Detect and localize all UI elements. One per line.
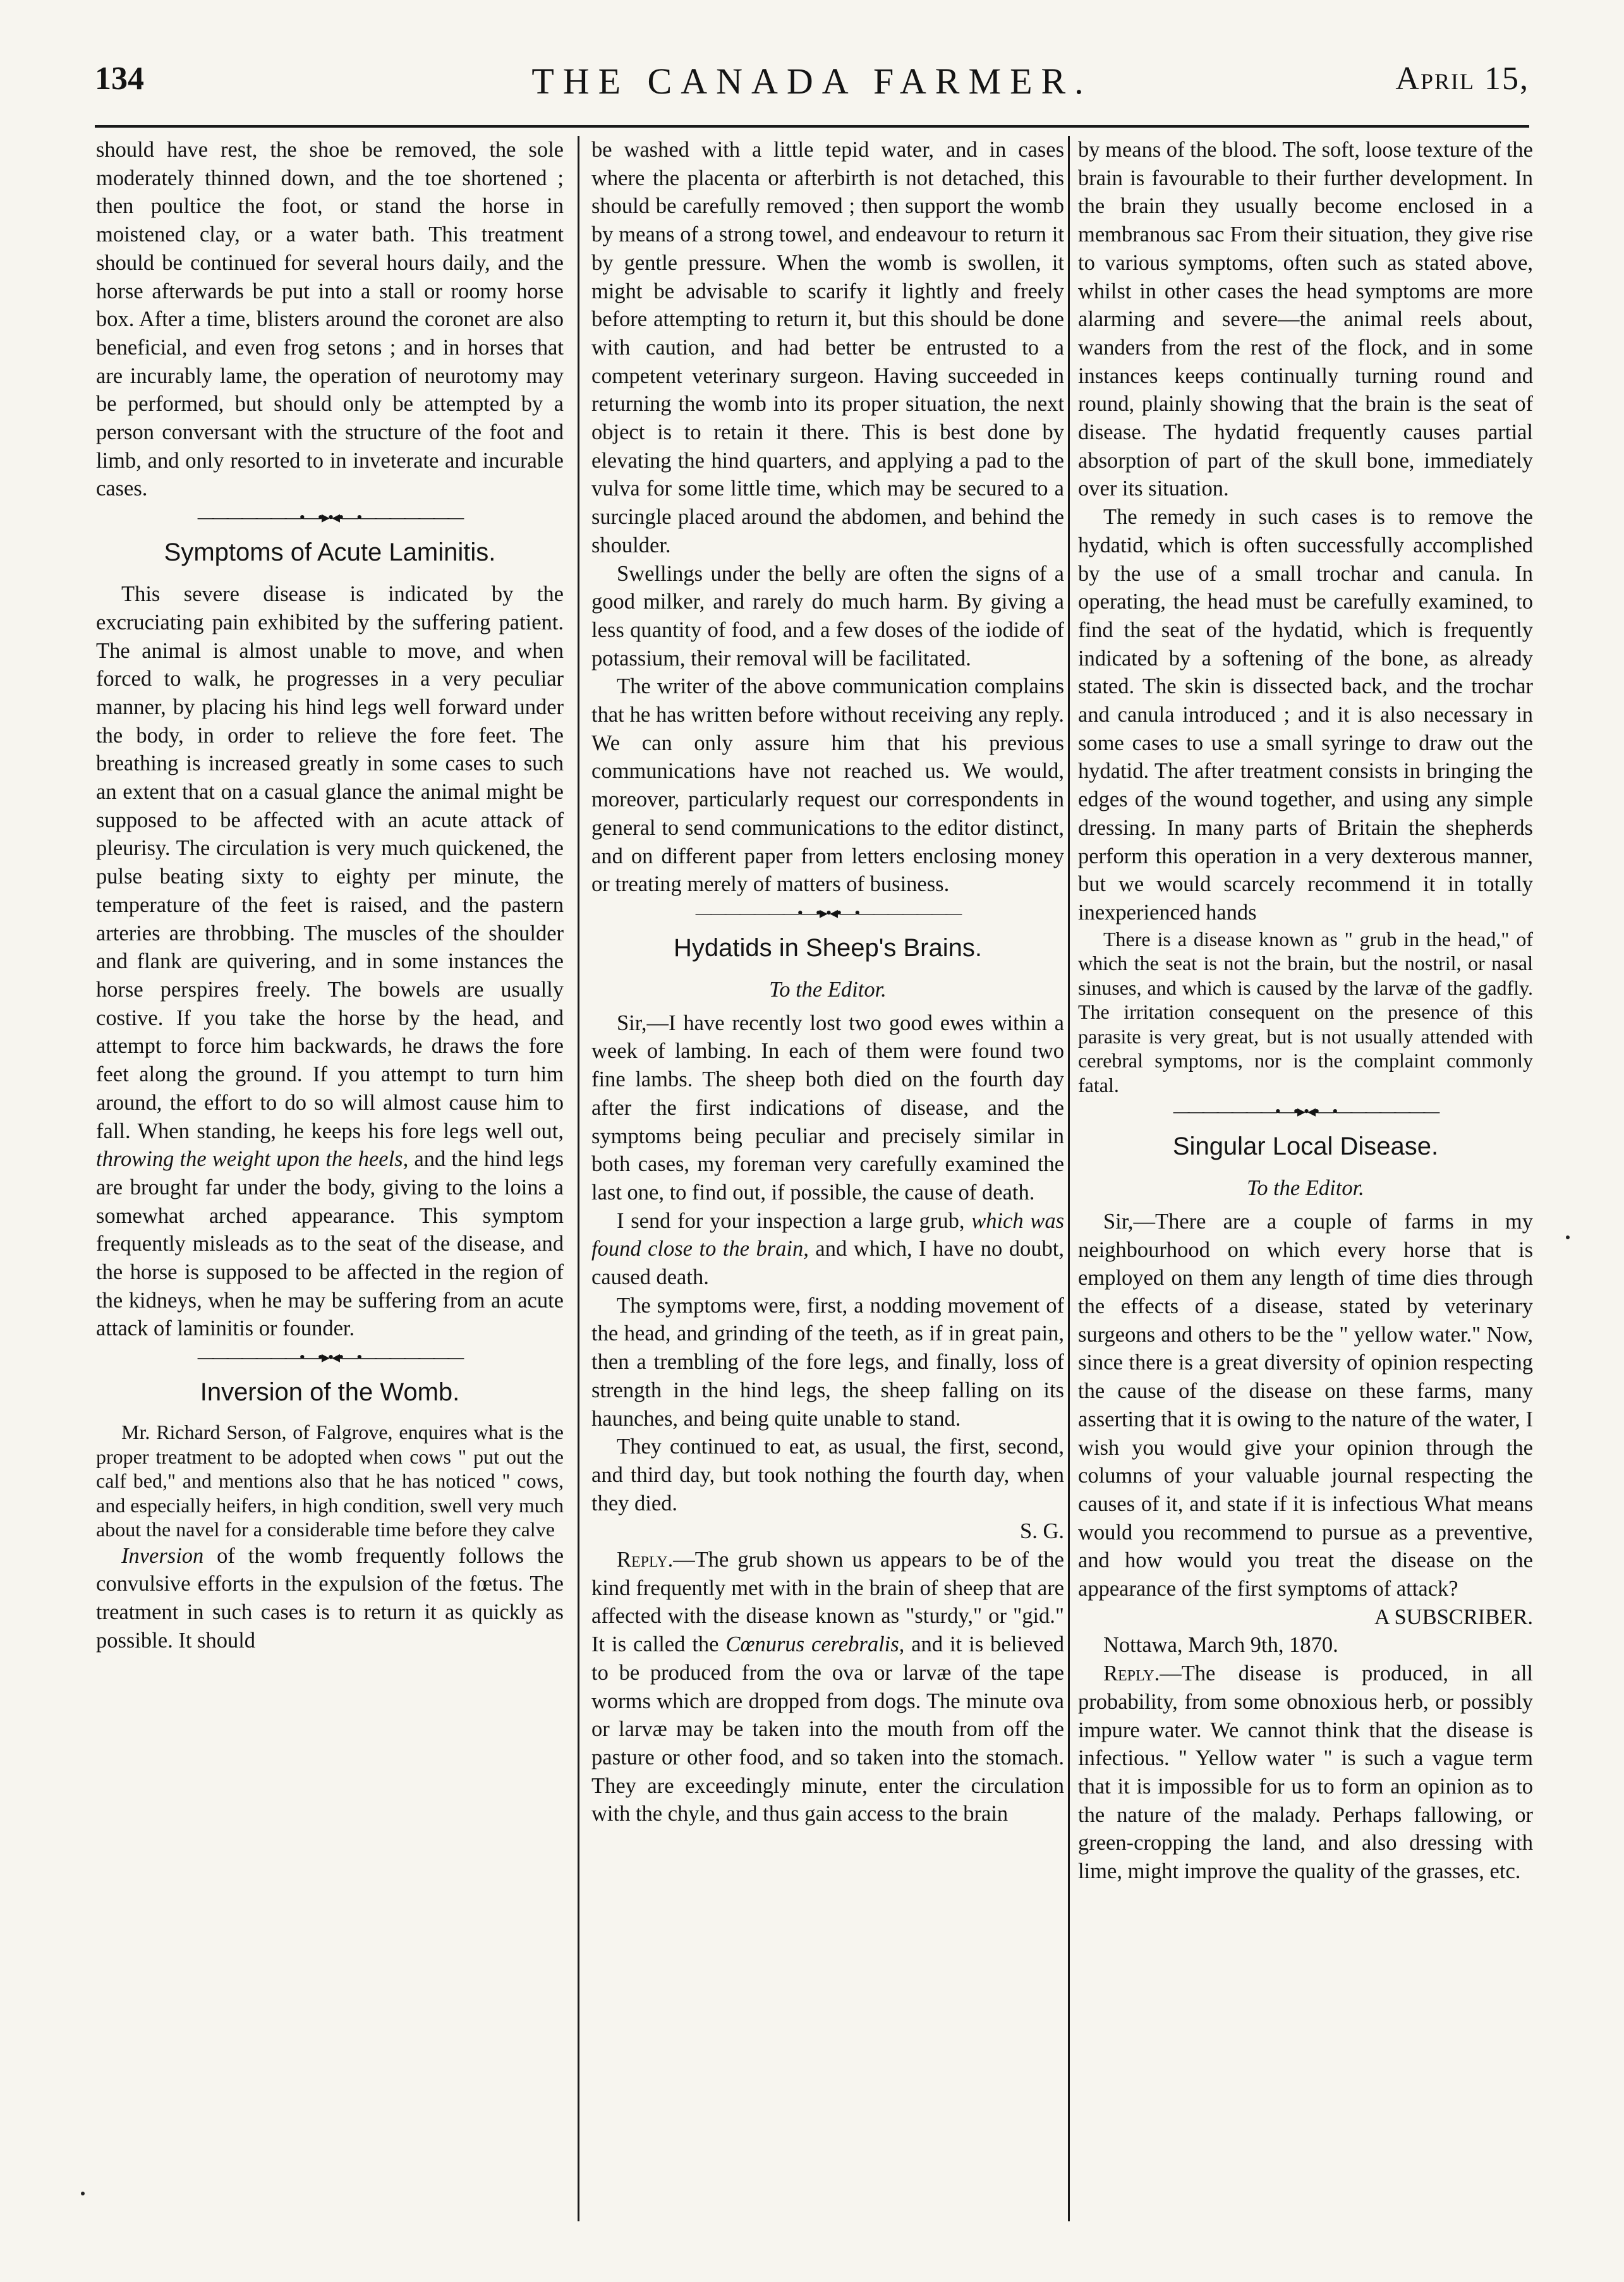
letter-paragraph: Sir,—There are a couple of farms in my neighbourhood on which every horse that is employed on them any length of time dies through the effects of a disease, stated by veterinary surgeons and others to be the " yellow water." Now, since there is a great diversity of opinion respecting the cause of the disease on these farms, many asserting that it is owing to the nature of the water, I wish you would give your opinion through the columns of your valuable journal respecting the causes of it, and state if it is infectious What means would you recommend to pursue as a preventive, and how would you treat the disease on the appearance of the first symptoms of attack?: [1078, 1209, 1533, 1601]
article-paragraph: The remedy in such cases is to remove the hydatid, which is often successfully accomplished by the use of a small trochar and canula. In operating, the head must be carefully examined, to find the seat of the hydatid, which is frequently indicated by a softening of the bone, as already stated. The skin is dissected back, and the trochar and canula introduced ; and it is also necessary in some cases to use a small syringe to draw out the hydatid. The after treatment consists in bringing the edges of the wound together, and using any simple dressing. In many parts of Britain the shepherds perform this operation in a very dexterous manner, but we would scarcely recommend it in totally inexperienced hands: [1078, 505, 1533, 925]
letter-signature-line: [1078, 1603, 1533, 1632]
article-paragraph: [96, 580, 564, 1343]
letter-signature-line: [591, 1517, 1064, 1546]
signature: S. G.: [1020, 1519, 1064, 1544]
section-ornament: [96, 508, 564, 527]
italic-text: which was found close to the brain,: [591, 1208, 1064, 1261]
column-2: [591, 136, 1064, 2221]
page-number: 134: [95, 61, 144, 97]
letter-paragraph: Sir,—I have recently lost two good ewes within a week of lambing. In each of them were found two fine lambs. The sheep both died on the fourth day after the first indications of disease, and the symptoms being peculiar and precisely similar in both cases, my foreman very carefully examined the last one, to find out, if possible, the cause of death.: [591, 1011, 1064, 1205]
text-run: —The grub shown us appears to be of the kind frequently met with in the brain of sheep that are affected with the disease known as "sturdy," or "gid." It is called the: [591, 1548, 1064, 1657]
to-the-editor: To the Editor.: [769, 977, 887, 1002]
text-run: of the womb frequently follows the convulsive efforts in the expulsion of the fœtus. The treatment in such cases is to return it as quickly as possible. It should: [96, 1543, 564, 1653]
column-1: [96, 136, 564, 2221]
reply-paragraph: [591, 1546, 1064, 1828]
text-run: This severe disease is indicated by the excruciating pain exhibited by the suffering patient. The animal is almost unable to move, and when forced to walk, he progresses in a very peculiar manner, by placing his hind legs well forward under the body, in order to relieve the fore feet. The breathing is increased greatly in some cases to such an extent that on a casual glance the animal might be supposed to be affected with an acute attack of pleurisy. The circulation is very much quickened, the pulse beating sixty to eighty per minute, the temperature of the feet is raised, and the pastern arteries are throbbing. The muscles of the shoulder and flank are quivering, and in some instances the horse perspires freely. The bowels are usually costive. If you take the horse by the head, and attempt to force him backwards, he draws the fore feet along the ground. If you attempt to turn him around, the effort to do so will almost cause him to fall. When standing, he keeps his fore legs well out,: [96, 582, 564, 1143]
letter-paragraph: The symptoms were, first, a nodding movement of the head, and grinding of the teeth, as if in great pain, then a trembling of the fore legs, and finally, loss of strength in the hind legs, the sheep falling on its haunches, and being quite unable to stand.: [591, 1293, 1064, 1431]
ink-speck: [1566, 1235, 1570, 1239]
column-divider: [578, 136, 579, 2221]
article-paragraph: [96, 1542, 564, 1655]
newspaper-title: THE CANADA FARMER.: [531, 61, 1093, 102]
article-paragraph: be washed with a little tepid water, and in cases where the placenta or afterbirth is not detached, this should be carefully removed ; then support the womb by means of a strong towel, and endeavour to return it by gentle pressure. When the womb is swollen, it might be advisable to scarify it lightly and freely before attempting to return it, but this should be done with caution, and had better be entrusted to a competent veterinary surgeon. Having succeeded in returning the womb into its proper situation, the next object is to retain it there. This is best done by elevating the hind quarters, and applying a pad to the vulva for some little time, which may be secured to a surcingle placed around the abdomen, and behind the shoulder.: [591, 138, 1064, 557]
column-3: [1078, 136, 1533, 2221]
article-heading: Symptoms of Acute Laminitis.: [164, 538, 496, 567]
column-divider: [1068, 136, 1070, 2221]
reply-paragraph: [1078, 1660, 1533, 1886]
masthead: [95, 60, 1529, 117]
text-run: —The disease is produced, in all probability, from some obnoxious herb, or possibly impure water. We cannot think that the disease is infectious. " Yellow water " is such a vague term that it is impossible for us to form an opinion as to the nature of the malady. Perhaps fallowing, or green-cropping the land, and also dressing with lime, might improve the quality of the grasses, etc.: [1078, 1661, 1533, 1884]
italic-text: Inversion: [121, 1543, 204, 1568]
issue-date: April 15,: [1395, 61, 1529, 97]
article-heading: Singular Local Disease.: [1172, 1132, 1439, 1161]
article-paragraph: Mr. Richard Serson, of Falgrove, enquires what is the proper treatment to be adopted when cows " put out the calf bed," and mentions also that he has noticed " cows, and especially heifers, in high condition, swell very much about the navel for a considerable time before they calve: [96, 1421, 564, 1541]
ink-speck: [81, 2192, 85, 2195]
reply-label: Reply.: [1103, 1661, 1160, 1686]
text-run: and which, I have no doubt, caused death.: [591, 1237, 1064, 1290]
article-paragraph: There is a disease known as " grub in the head," of which the seat is not the brain, but the nostril, or nasal sinuses, and which is caused by the larvæ of the gadfly. The irritation consequent on the presence of this parasite is very great, but is not usually attended with cerebral symptoms, nor is the complaint commonly fatal.: [1078, 927, 1533, 1096]
section-ornament: [96, 1348, 564, 1367]
italic-text: throwing the weight upon the heels,: [96, 1147, 409, 1172]
article-paragraph: should have rest, the shoe be removed, the sole moderately thinned down, and the toe shortened ; then poultice the foot, or stand the horse in moistened clay, or a water bath. This treatment should be continued for several hours daily, and the horse afterwards be put into a stall or roomy horse box. After a time, blisters around the coronet are also beneficial, and even frog setons ; and in horses that are incurably lame, the operation of neurotomy may be performed, but should only be attempted by a person conversant with the structure of the foot and limb, and only resorted to in inveterate and incurable cases.: [96, 138, 564, 501]
article-heading: Hydatids in Sheep's Brains.: [674, 933, 982, 962]
text-run: and the hind legs are brought far under the body, giving to the loins a somewhat arched appearance. This symptom frequently misleads as to the seat of the disease, and the horse is supposed to be affected in the region of the kidneys, when he may be suffering from an acute attack of laminitis or founder.: [96, 1147, 564, 1341]
text-run: and it is believed to be produced from the ova or larvæ of the tape worms which are dropped from dogs. The minute ova or larvæ may be taken into the mouth from off the pasture or other food, and so taken into the stomach. They are exceedingly minute, enter the circulation with the chyle, and thus gain access to the brain: [591, 1632, 1064, 1826]
section-ornament: [591, 904, 1064, 923]
reply-label: Reply.: [617, 1548, 674, 1572]
article-paragraph: by means of the blood. The soft, loose texture of the brain is favourable to their further development. In the brain they usually become enclosed in a membranous sac From their situation, they give rise to various symptoms, often such as stated above, whilst in other cases the head symptoms are more alarming and severe—the animal reels about, wanders from the rest of the flock, and in some instances keeps continually turning round and round, plainly showing that the brain is the seat of disease. The hydatid frequently causes partial absorption of part of the skull bone, immediately over its situation.: [1078, 138, 1533, 501]
letter-dateline: Nottawa, March 9th, 1870.: [1103, 1633, 1338, 1658]
article-paragraph: Swellings under the belly are often the signs of a good milker, and rarely do much harm. By giving a less quantity of food, and a few doses of the iodide of potassium, their removal will be facilitated.: [591, 561, 1064, 671]
header-rule: [95, 125, 1529, 128]
article-paragraph: The writer of the above communication complains that he has written before without receiving any reply. We can only assure him that his previous communications have not reached us. We would, moreover, particularly request our correspondents in general to send communications to the editor distinct, and on different paper from letters enclosing money or treating merely of matters of business.: [591, 674, 1064, 897]
to-the-editor: To the Editor.: [1247, 1176, 1364, 1201]
signature: A SUBSCRIBER.: [1374, 1605, 1533, 1629]
section-ornament: [1078, 1102, 1533, 1121]
text-run: I send for your inspection a large grub,: [617, 1208, 965, 1233]
letter-paragraph: They continued to eat, as usual, the first, second, and third day, but took nothing the fourth day, when they died.: [591, 1435, 1064, 1515]
letter-paragraph: [591, 1207, 1064, 1292]
italic-text: Cœnurus cerebralis,: [725, 1632, 905, 1657]
article-heading: Inversion of the Womb.: [200, 1378, 460, 1407]
